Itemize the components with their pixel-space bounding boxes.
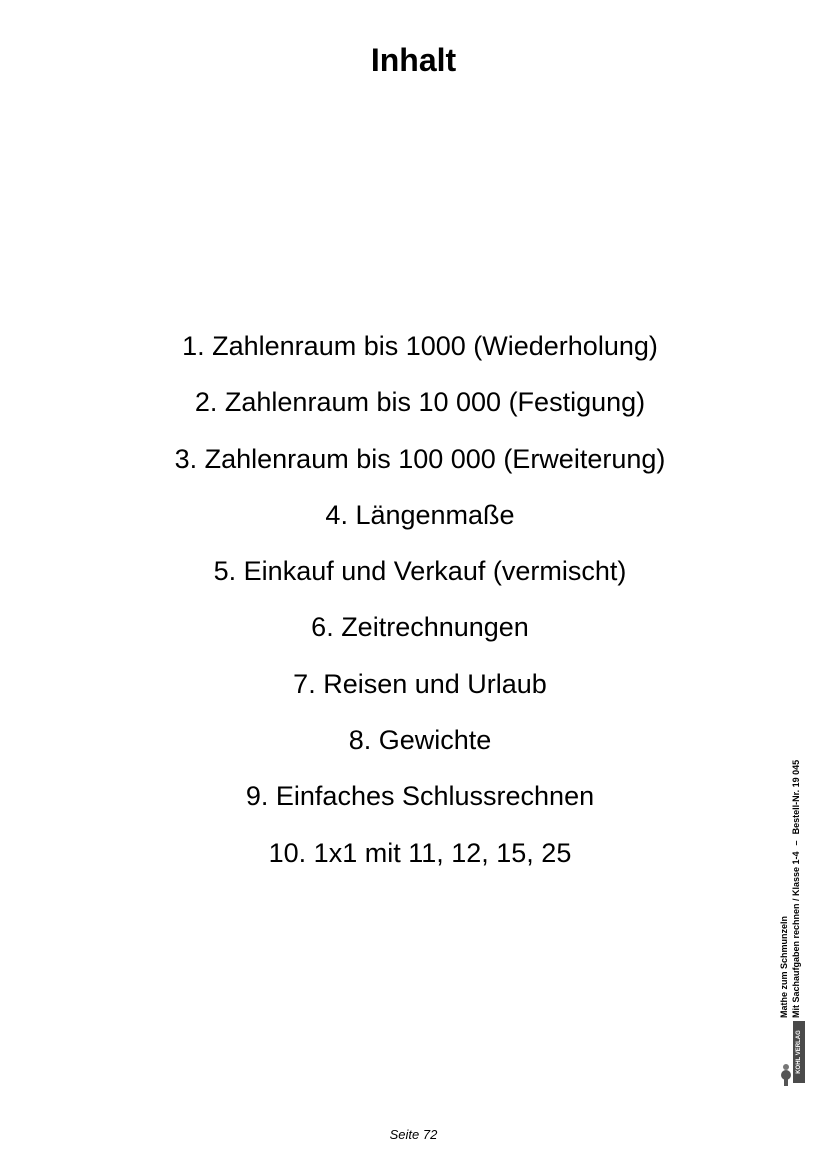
logo-text: KOHL VERLAG: [793, 1021, 805, 1083]
separator: –: [791, 840, 801, 846]
toc-item-10: 10. 1x1 mit 11, 12, 15, 25: [268, 837, 572, 868]
toc-item-4: 4. Längenmaße: [325, 499, 515, 530]
sidebar-text: [779, 733, 813, 1018]
publisher-logo: [779, 1025, 813, 1087]
toc-item-3: 3. Zahlenraum bis 100 000 (Erweiterung): [174, 443, 666, 474]
toc-item-6: 6. Zeitrechnungen: [311, 612, 529, 643]
toc-item-2: 2. Zahlenraum bis 10 000 (Festigung): [194, 387, 646, 418]
kohl-verlag-figure-icon: [779, 1025, 793, 1087]
subtitle-line: [791, 733, 802, 1018]
page-title: Inhalt: [370, 42, 457, 78]
toc-item-1: 1. Zahlenraum bis 1000 (Wiederholung): [182, 331, 658, 361]
toc-item-8: 8. Gewichte: [348, 725, 492, 756]
toc-item-5: 5. Einkauf und Verkauf (vermischt): [213, 556, 627, 587]
page-number: Seite 72: [389, 1127, 438, 1142]
toc-item-7: 7. Reisen und Urlaub: [293, 668, 547, 699]
publisher-sidebar: [779, 733, 813, 1093]
book-subtitle: Mit Sachaufgaben rechnen / Klasse 1-4: [791, 851, 801, 1018]
series-title: Mathe zum Schmunzeln: [779, 915, 789, 1018]
table-of-contents: [0, 326, 827, 889]
order-number: Bestell-Nr. 19 045: [791, 759, 801, 835]
toc-item-9: 9. Einfaches Schlussrechnen: [245, 781, 595, 812]
